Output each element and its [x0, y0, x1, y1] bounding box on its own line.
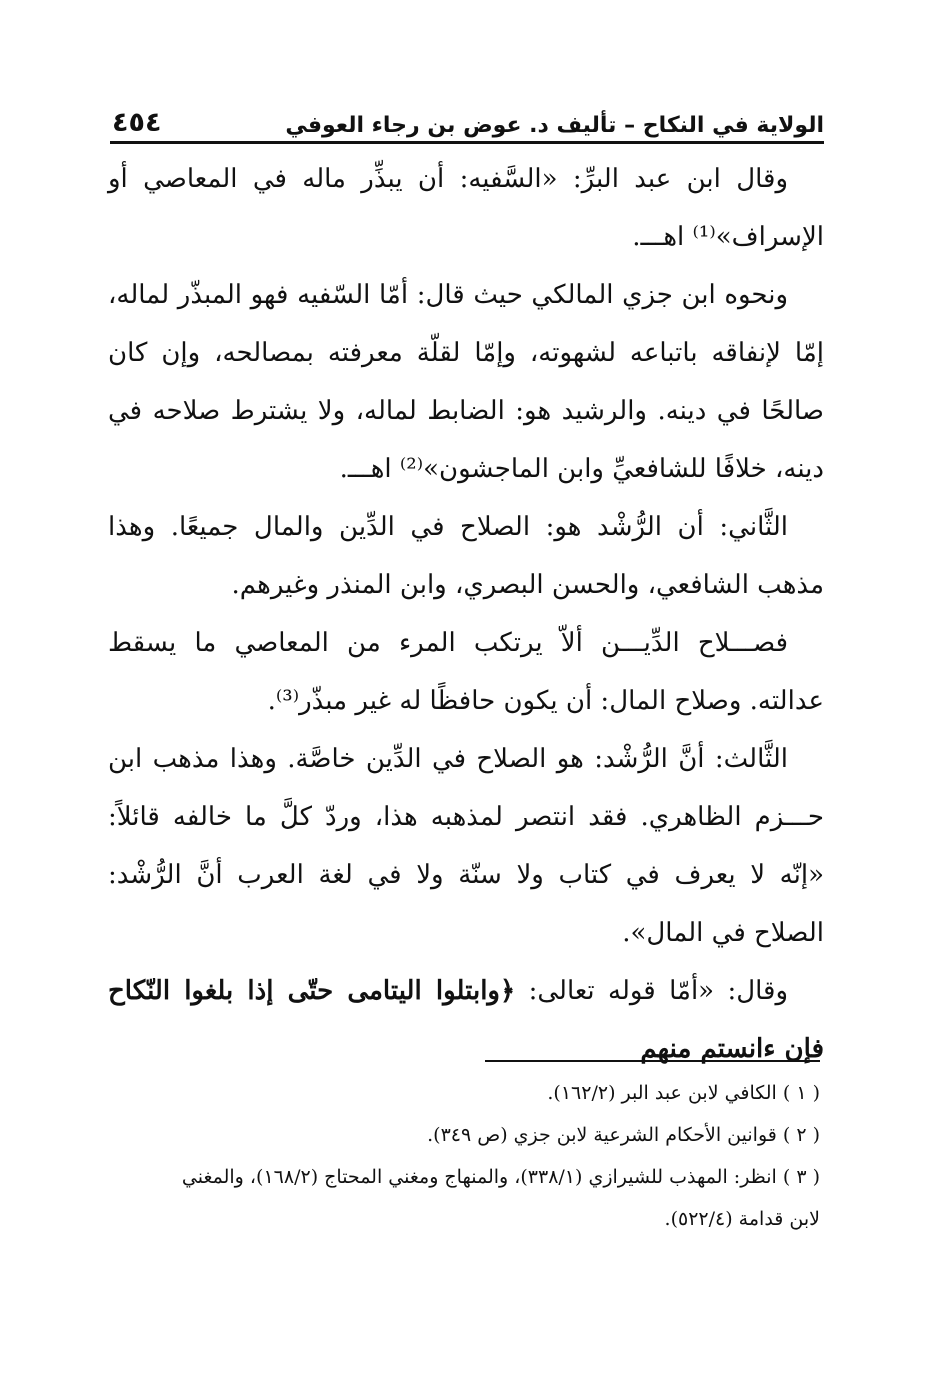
footnotes — [120, 1072, 820, 1240]
running-title: الولاية في النكاح – تأليف د. عوض بن رجاء العوفي — [285, 113, 824, 138]
quran-verse: ﴿وابتلوا اليتامى حتّى إذا بلغوا النّكاح فإن ءانستم منهم — [108, 976, 824, 1064]
footnote: ( ١ ) الكافي لابن عبد البر (١٦٢/٢). — [547, 1082, 820, 1104]
main-text — [108, 150, 824, 1078]
paragraph: الثَّاني: أن الرُّشْد هو: الصلاح في الدِّين والمال جميعًا. وهذا مذهب الشافعي، والحسن البصري، وابن المنذر وغيرهم. — [108, 512, 824, 600]
paragraph: فصـــلاح الدِّيـــن ألاّ يرتكب المرء من المعاصي ما يسقط عدالته. وصلاح المال: أن يكون حافظًا له غير مبذّر⁽³⁾. — [108, 628, 824, 716]
footnote: ( ٣ ) انظر: المهذب للشيرازي (٣٣٨/١)، والمنهاج ومغني المحتاج (١٦٨/٢)، والمغني — [181, 1166, 820, 1188]
quote-intro: وقال: «أمّا قوله تعالى: — [515, 976, 789, 1006]
header-rule — [110, 141, 824, 144]
paragraph: وقال ابن عبد البرِّ: «السَّفيه: أن يبذِّر ماله في المعاصي أو الإسراف»⁽¹⁾ اهـــ. — [108, 164, 824, 252]
paragraph: الثَّالث: أنَّ الرُّشْد: هو الصلاح في الدِّين خاصَّة. وهذا مذهب ابن حـــزم الظاهري. فقد انتصر لمذهبه هذا، وردّ كلَّ ما خالفه قائلاً: «إنّه لا يعرف في كتاب ولا سنّة ولا في لغة العرب أنَّ الرُّشْد: الصلاح في المال». — [108, 744, 824, 948]
page-number: ٤٥٤ — [112, 107, 162, 138]
footnote-continuation: لابن قدامة (٥٢٢/٤). — [664, 1208, 820, 1230]
page-header — [112, 92, 824, 138]
paragraph: ونحوه ابن جزي المالكي حيث قال: أمّا السّفيه فهو المبذّر لماله، إمّا لإنفاقه باتباعه لشهوته، وإمّا لقلّة معرفته بمصالحه، وإن كان صالحًا في دينه. والرشيد هو: الضابط لماله، ولا يشترط صلاحه في دينه، خلافًا للشافعيِّ وابن الماجشون»⁽²⁾ اهـــ. — [108, 280, 824, 484]
footnote: ( ٢ ) قوانين الأحكام الشرعية لابن جزي (ص ٣٤٩). — [427, 1124, 820, 1146]
footnote-separator — [485, 1060, 820, 1062]
